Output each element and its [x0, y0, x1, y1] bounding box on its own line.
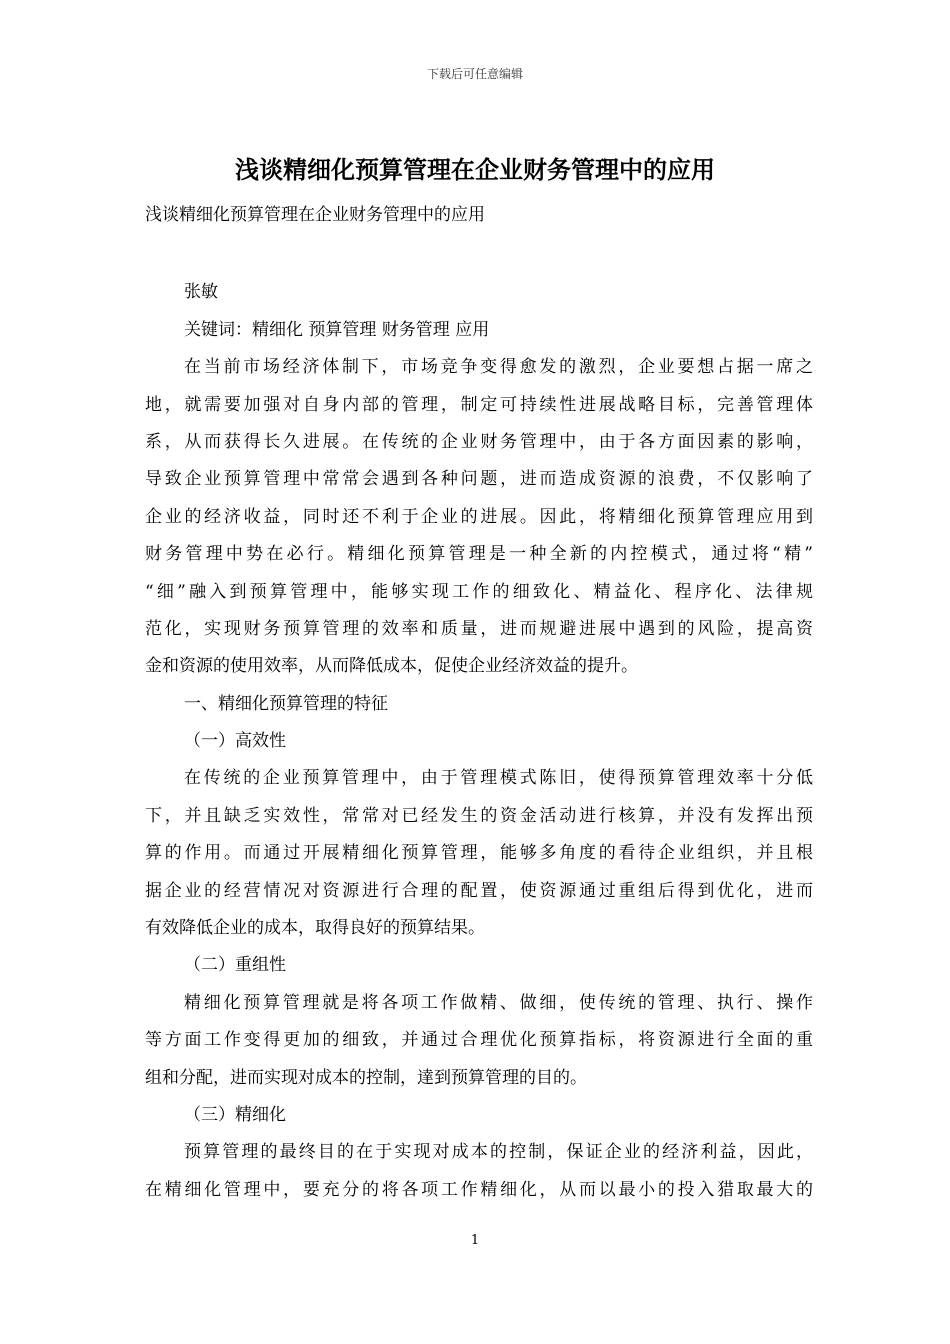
- document-subtitle: 浅谈精细化预算管理在企业财务管理中的应用: [145, 205, 485, 225]
- paragraph-line: 预算管理的最终目的在于实现对成本的控制，保证企业的经济利益，因此，: [184, 1142, 813, 1163]
- paragraph-efficiency: [145, 760, 813, 947]
- keywords-line: 关键词：精细化 预算管理 财务管理 应用: [184, 319, 490, 340]
- paragraph-line: 算的作用。而通过开展精细化预算管理，能够多角度的看待企业组织，并且根: [145, 843, 813, 864]
- paragraph-line: 在传统的企业预算管理中，由于管理模式陈旧，使得预算管理效率十分低: [184, 768, 813, 789]
- subsection-heading: （二）重组性: [184, 955, 286, 976]
- paragraph-line: 系，从而获得长久进展。在传统的企业财务管理中，由于各方面因素的影响，: [145, 431, 813, 452]
- paragraph-restructuring: [145, 985, 813, 1097]
- paragraph-line: 金和资源的使用效率，从而降低成本，促使企业经济效益的提升。: [145, 656, 638, 677]
- paragraph-intro: [145, 349, 813, 686]
- section-heading: 一、精细化预算管理的特征: [184, 693, 388, 714]
- document-title: 浅谈精细化预算管理在企业财务管理中的应用: [235, 155, 715, 184]
- page-number: 1: [470, 1233, 480, 1248]
- paragraph-line: 据企业的经营情况对资源进行合理的配置，使资源通过重组后得到优化，进而: [145, 880, 813, 901]
- paragraph-line: 在当前市场经济体制下，市场竞争变得愈发的激烈，企业要想占据一席之: [184, 357, 813, 378]
- paragraph-line: 有效降低企业的成本，取得良好的预算结果。: [145, 918, 485, 939]
- paragraph-line: 下，并且缺乏实效性，常常对已经发生的资金活动进行核算，并没有发挥出预: [145, 805, 813, 826]
- paragraph-line: 组和分配，进而实现对成本的控制，達到预算管理的目的。: [145, 1067, 587, 1088]
- document-body: [145, 197, 813, 1209]
- paragraph-line: 地，就需要加强对自身内部的管理，制定可持续性进展战略目标，完善管理体: [145, 394, 813, 415]
- paragraph-line: 导致企业预算管理中常常会遇到各种问题，进而造成资源的浪费，不仅影响了: [145, 469, 813, 490]
- header-note: 下载后可任意编辑: [426, 67, 523, 81]
- paragraph-line: 精细化预算管理就是将各项工作做精、做细，使传统的管理、执行、操作: [184, 992, 813, 1013]
- subsection-heading: （三）精细化: [184, 1104, 286, 1125]
- author-name: 张敏: [184, 282, 218, 303]
- paragraph-line: 财务管理中势在必行。精细化预算管理是一种全新的内控模式，通过将“精”: [145, 544, 813, 565]
- paragraph-line: “细”融入到预算管理中，能够实现工作的细致化、精益化、程序化、法律规: [145, 581, 813, 602]
- paragraph-line: 等方面工作变得更加的细致，并通过合理优化预算指标，将资源进行全面的重: [145, 1030, 813, 1051]
- subsection-heading: （一）高效性: [184, 731, 286, 752]
- paragraph-line: 在精细化管理中，要充分的将各项工作精细化，从而以最小的投入猎取最大的: [145, 1179, 813, 1200]
- paragraph-line: 企业的经济收益，同时还不利于企业的进展。因此，将精细化预算管理应用到: [145, 506, 813, 527]
- paragraph-line: 范化，实现财务预算管理的效率和质量，进而规避进展中遇到的风险，提高资: [145, 618, 813, 639]
- paragraph-refinement: [145, 1134, 813, 1209]
